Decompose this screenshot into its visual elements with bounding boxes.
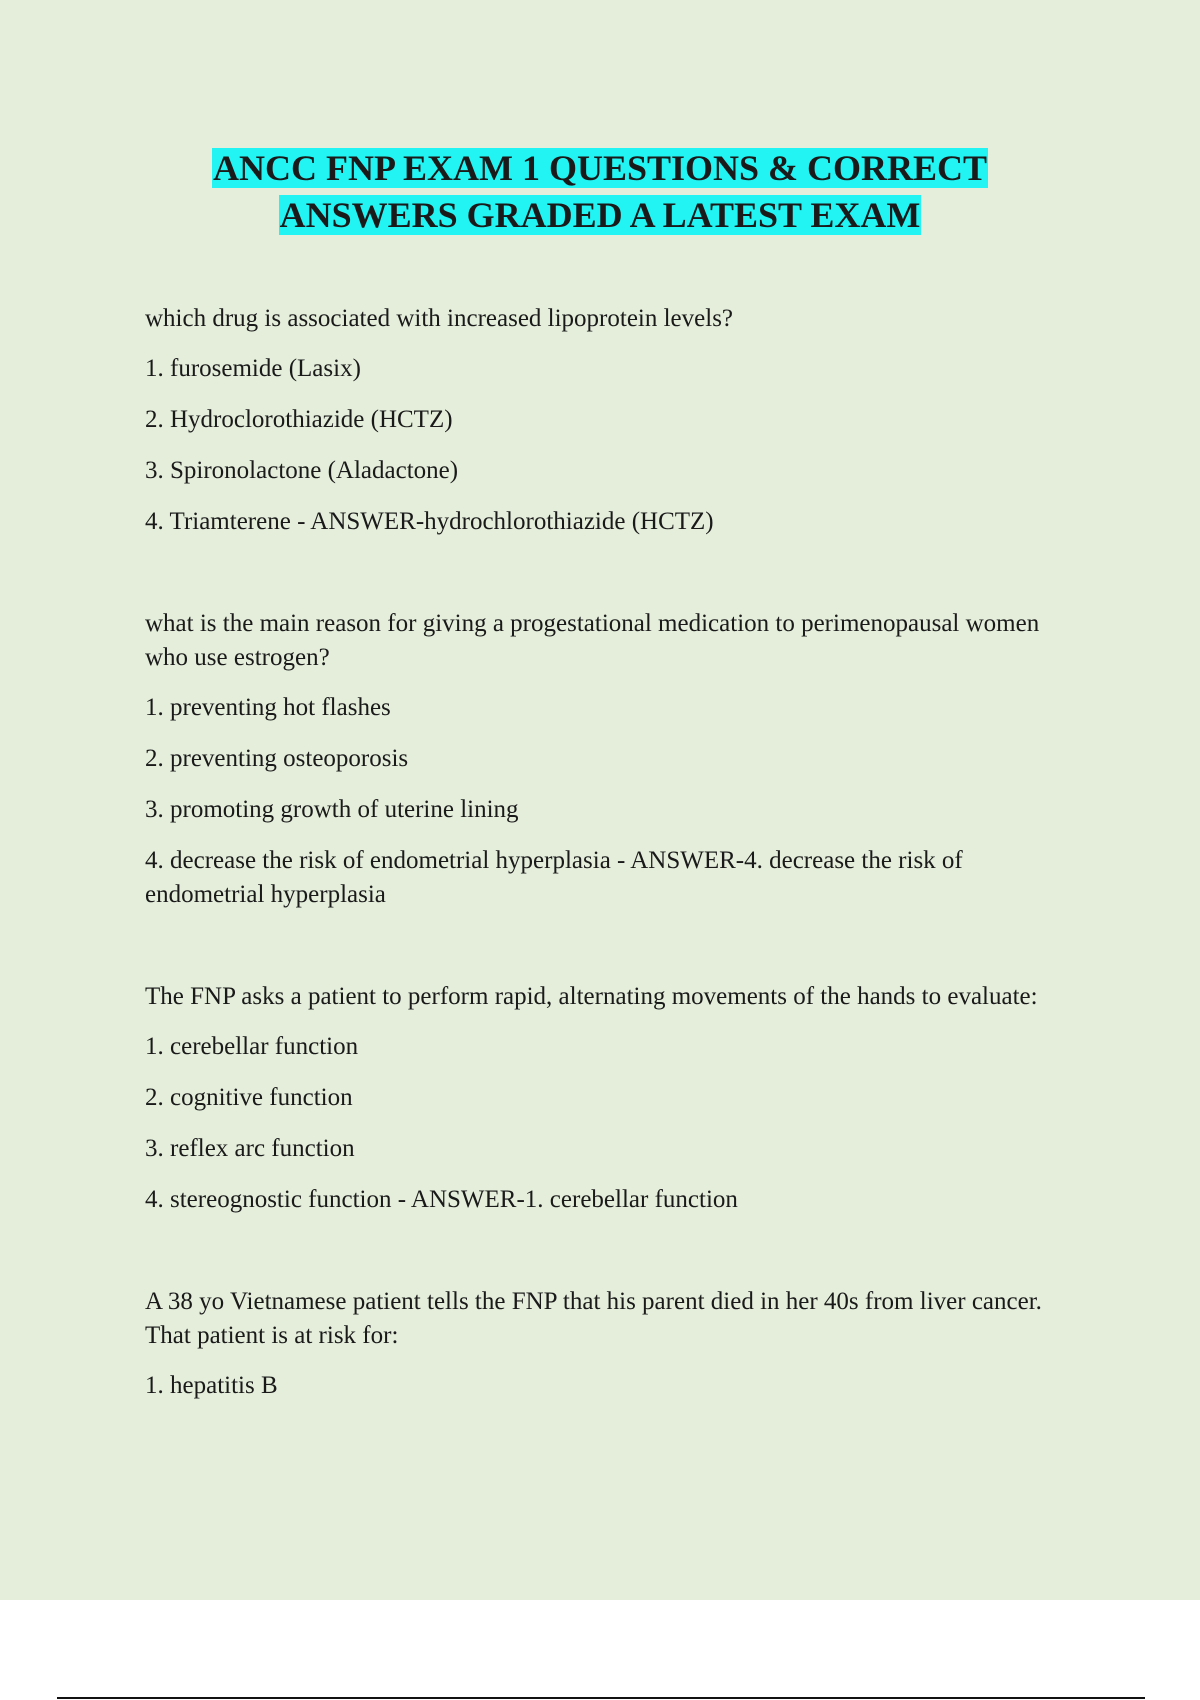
- option-item: 2. preventing osteoporosis: [145, 745, 409, 772]
- option-item-with-answer: 4. decrease the risk of endometrial hyperplasia - ANSWER-4. decrease the risk of endometrial hyperplasia: [145, 847, 963, 908]
- question-text: A 38 yo Vietnamese patient tells the FNP that his parent died in her 40s from liver cancer. That patient is at risk for:: [145, 1288, 1042, 1349]
- question-2: [145, 607, 1085, 912]
- option-item: 1. furosemide (Lasix): [145, 355, 361, 382]
- question-text: what is the main reason for giving a progestational medication to perimenopausal women who use estrogen?: [145, 610, 1040, 671]
- option-item: 3. Spironolactone (Aladactone): [145, 457, 459, 484]
- title-line-2: ANSWERS GRADED A LATEST EXAM: [279, 195, 921, 235]
- document-title: [0, 145, 1200, 239]
- question-4: [145, 1285, 1085, 1403]
- option-item: 1. hepatitis B: [145, 1372, 278, 1399]
- question-text: The FNP asks a patient to perform rapid, alternating movements of the hands to evaluate:: [145, 983, 1038, 1010]
- option-item: 1. preventing hot flashes: [145, 694, 391, 721]
- option-item: 3. promoting growth of uterine lining: [145, 796, 519, 823]
- title-line-1: ANCC FNP EXAM 1 QUESTIONS & CORRECT: [212, 148, 988, 188]
- question-1: [145, 302, 1085, 539]
- question-3: [145, 980, 1085, 1217]
- option-item: 3. reflex arc function: [145, 1135, 355, 1162]
- document-body: [145, 302, 1085, 1471]
- option-item-with-answer: 4. Triamterene - ANSWER-hydrochlorothiazide (HCTZ): [145, 508, 714, 535]
- option-item-with-answer: 4. stereognostic function - ANSWER-1. cerebellar function: [145, 1186, 738, 1213]
- option-item: 2. cognitive function: [145, 1084, 353, 1111]
- footer-divider: [57, 1697, 1145, 1699]
- question-text: which drug is associated with increased lipoprotein levels?: [145, 305, 734, 332]
- option-item: 1. cerebellar function: [145, 1033, 359, 1060]
- option-item: 2. Hydroclorothiazide (HCTZ): [145, 406, 453, 433]
